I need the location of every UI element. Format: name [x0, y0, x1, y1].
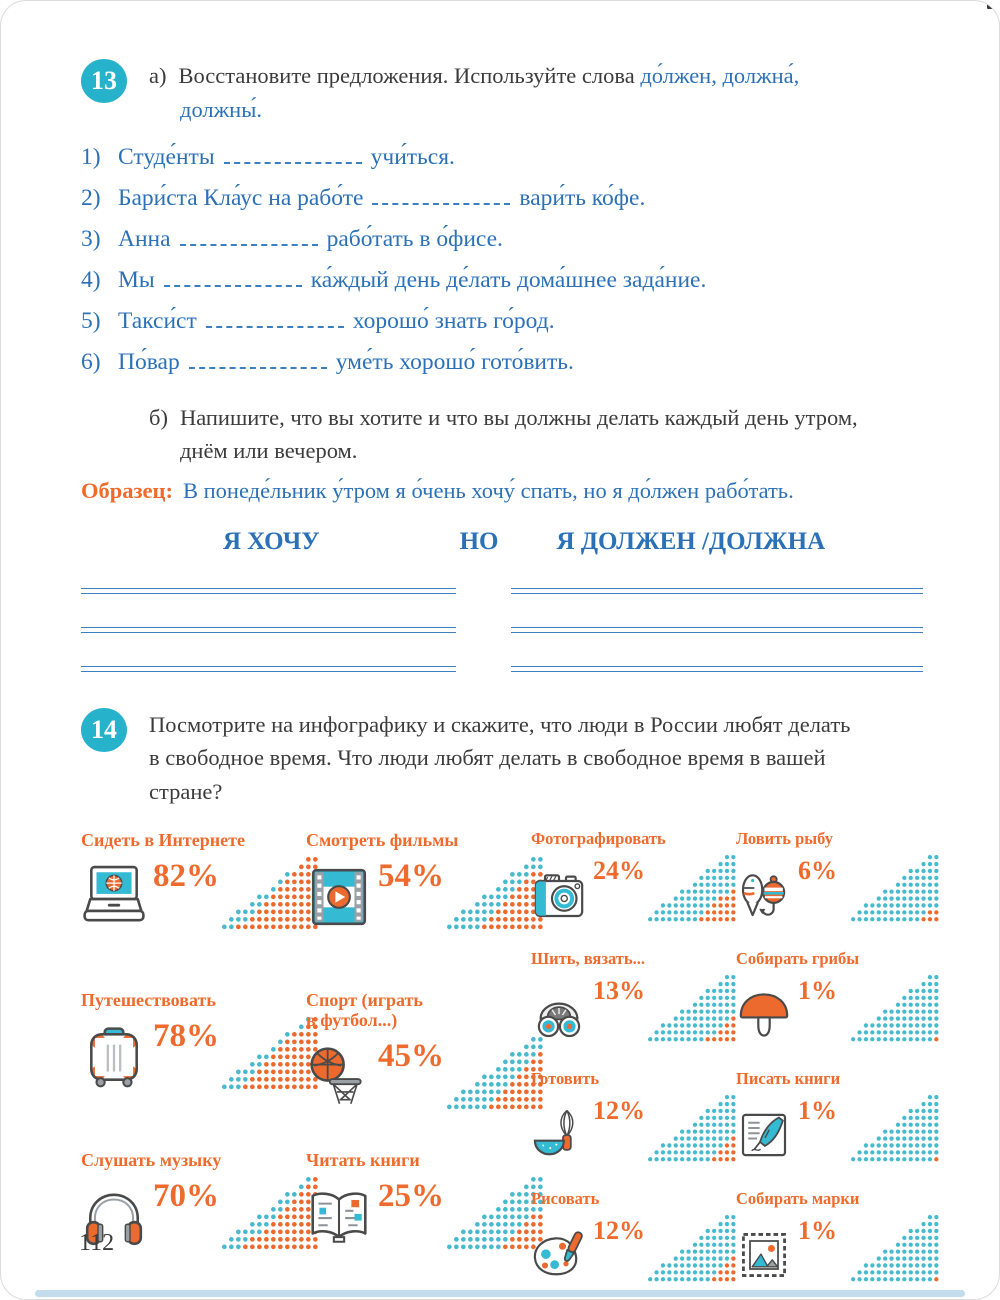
table-headers [81, 528, 951, 556]
infographic [81, 830, 951, 1300]
activity-label: Собирать марки [736, 1189, 860, 1209]
exercise-14-instruction: Посмотрите на инфографику и скажите, что люди в России любят делать в свободное время. Что люди любят делать в свободное время в вашей стране? [149, 712, 851, 804]
sentence-list [81, 143, 951, 377]
sentence-4: 4) Мы ка́ждый день де́лать дома́шнее зада́ние. [81, 267, 707, 294]
activity-content [81, 1016, 294, 1090]
infographic-column-1 [81, 830, 306, 1300]
dot-triangle-chart [647, 1214, 737, 1282]
dot-triangle-chart [221, 1176, 319, 1250]
activity-cell-laptop [81, 830, 306, 990]
activity-cell-camera [531, 830, 736, 950]
activity-label: Сидеть в Интернете [81, 830, 245, 851]
activity-content [531, 1214, 724, 1282]
writing-line [81, 588, 456, 594]
infographic-column-4 [736, 830, 951, 1300]
activity-content [306, 1176, 519, 1250]
dot-triangle-chart [850, 974, 940, 1042]
dot-triangle-chart [446, 856, 544, 930]
activity-percent: 12% [593, 1096, 645, 1126]
activity-percent: 70% [153, 1178, 219, 1215]
fishing-icon [736, 867, 792, 923]
activity-content [531, 854, 724, 922]
fill-blank [372, 188, 510, 205]
infographic-column-2 [306, 830, 531, 1300]
activity-content [81, 856, 294, 930]
exercise-14 [81, 708, 951, 1300]
activity-label: Смотреть фильмы [306, 830, 459, 851]
activity-label: Ловить рыбу [736, 829, 834, 849]
column-want: Я ХОЧУ [223, 528, 320, 556]
activity-content [736, 974, 939, 1042]
part-b-instruction [149, 401, 951, 469]
camera-icon [531, 867, 587, 923]
exercise-14-header [81, 708, 951, 808]
activity-content [306, 856, 519, 930]
exercise-13 [81, 59, 951, 672]
instruction-text: Восстановите предложения. Используйте слова [178, 63, 641, 88]
cooking-icon [531, 1107, 587, 1163]
instruction-line-2: должны́. [180, 96, 262, 122]
dot-triangle-chart [850, 854, 940, 922]
activity-cell-book [306, 1150, 531, 1300]
activity-cell-suitcase [81, 990, 306, 1150]
activity-cell-mushroom [736, 950, 951, 1070]
stamp-icon [736, 1227, 792, 1283]
activity-percent: 45% [378, 1038, 444, 1075]
dot-triangle-chart [850, 1094, 940, 1162]
book-icon [306, 1184, 372, 1250]
activity-label: Фотографировать [531, 829, 666, 849]
fill-blank [206, 311, 344, 328]
dot-triangle-chart [221, 856, 319, 930]
activity-label: Спорт (играть в футбол...) [306, 990, 423, 1031]
sample-label: Образец: [81, 478, 173, 504]
sentence-3: 3) Анна рабо́тать в о́фисе. [81, 225, 503, 252]
dot-triangle-chart [446, 1036, 544, 1110]
knitting-icon [531, 987, 587, 1043]
activity-content [306, 1036, 519, 1110]
activity-percent: 1% [798, 1096, 837, 1126]
dot-triangle-chart [647, 1094, 737, 1162]
dot-triangle-chart [446, 1176, 544, 1250]
basketball-icon [306, 1045, 372, 1111]
infographic-column-3 [531, 830, 736, 1300]
writing-line [511, 627, 923, 633]
writing-line [511, 666, 923, 672]
activity-label: Собирать грибы [736, 949, 860, 969]
sentence-2: 2) Бари́ста Кла́ус на рабо́те вари́ть ко́фе. [81, 184, 646, 211]
writing-line [81, 666, 456, 672]
activity-percent: 6% [798, 856, 837, 886]
writing-line [81, 627, 456, 633]
activity-percent: 24% [593, 856, 645, 886]
activity-percent: 25% [378, 1178, 444, 1215]
part-b-prefix: б) [149, 404, 168, 430]
activity-cell-film [306, 830, 531, 990]
part-b-text: Напишите, что вы хотите и что вы должны делать каждый день утром, днём или вечером. [179, 404, 858, 464]
activity-cell-basketball [306, 990, 531, 1150]
activity-label: Рисовать [531, 1189, 600, 1209]
fill-blank [164, 270, 302, 287]
suitcase-icon [81, 1024, 147, 1090]
writing-icon [736, 1107, 792, 1163]
activity-percent: 78% [153, 1018, 219, 1055]
activity-label: Путешествовать [81, 990, 216, 1011]
page-number: 112 [79, 1230, 115, 1256]
painting-icon [531, 1227, 587, 1283]
writing-column-want [81, 588, 456, 672]
dot-triangle-chart [221, 1016, 319, 1090]
activity-cell-cooking [531, 1070, 736, 1190]
activity-cell-stamp [736, 1190, 951, 1300]
dot-triangle-chart [850, 1214, 940, 1282]
activity-content [531, 974, 724, 1042]
instruction-line-1 [149, 59, 799, 93]
activity-percent: 13% [593, 976, 645, 1006]
writing-column-must [511, 588, 923, 672]
exercise-13-instruction [149, 59, 799, 127]
exercise-number-badge: 13 [81, 59, 127, 103]
exercise-13-header [81, 59, 951, 127]
fill-blank [224, 147, 362, 164]
activity-cell-writing [736, 1070, 951, 1190]
mushroom-icon [736, 987, 792, 1043]
bottom-page-bar [35, 1290, 965, 1297]
sample-text: В понеде́льник у́тром я о́чень хочу́ спать, но я до́лжен рабо́тать. [183, 478, 794, 504]
activity-content [736, 854, 939, 922]
activity-percent: 1% [798, 1216, 837, 1246]
activity-label: Слушать музыку [81, 1150, 222, 1171]
activity-cell-headphones [81, 1150, 306, 1300]
activity-percent: 1% [798, 976, 837, 1006]
activity-content [736, 1094, 939, 1162]
activity-cell-painting [531, 1190, 736, 1300]
activity-label: Писать книги [736, 1069, 841, 1089]
activity-label: Готовить [531, 1069, 600, 1089]
column-but: НО [459, 528, 499, 556]
activity-percent: 82% [153, 858, 219, 895]
writing-line [511, 588, 923, 594]
part-a-prefix: а) [149, 63, 167, 88]
activity-percent: 12% [593, 1216, 645, 1246]
activity-label: Читать книги [306, 1150, 420, 1171]
writing-lines [81, 588, 951, 672]
activity-content [736, 1214, 939, 1282]
sample-row [81, 478, 951, 504]
sentence-1: 1) Студе́нты учи́ться. [81, 143, 455, 170]
laptop-icon [81, 864, 147, 930]
activity-content [531, 1094, 724, 1162]
activity-percent: 54% [378, 858, 444, 895]
column-must: Я ДОЛЖЕН /ДОЛЖНА [556, 528, 826, 556]
activity-cell-fishing [736, 830, 951, 950]
dot-triangle-chart [647, 974, 737, 1042]
sentence-5: 5) Такси́ст хорошо́ знать го́род. [81, 308, 555, 335]
activity-label: Шить, вязать... [531, 949, 645, 969]
instruction-keywords: до́лжен, должна́, [640, 63, 800, 88]
film-icon [306, 864, 372, 930]
activity-cell-knitting [531, 950, 736, 1070]
exercise-number-badge: 14 [81, 708, 127, 752]
scan-edge-mark [987, 3, 999, 9]
fill-blank [189, 352, 327, 369]
dot-triangle-chart [647, 854, 737, 922]
fill-blank [180, 229, 318, 246]
sentence-6: 6) По́вар уме́ть хорошо́ гото́вить. [81, 349, 574, 376]
